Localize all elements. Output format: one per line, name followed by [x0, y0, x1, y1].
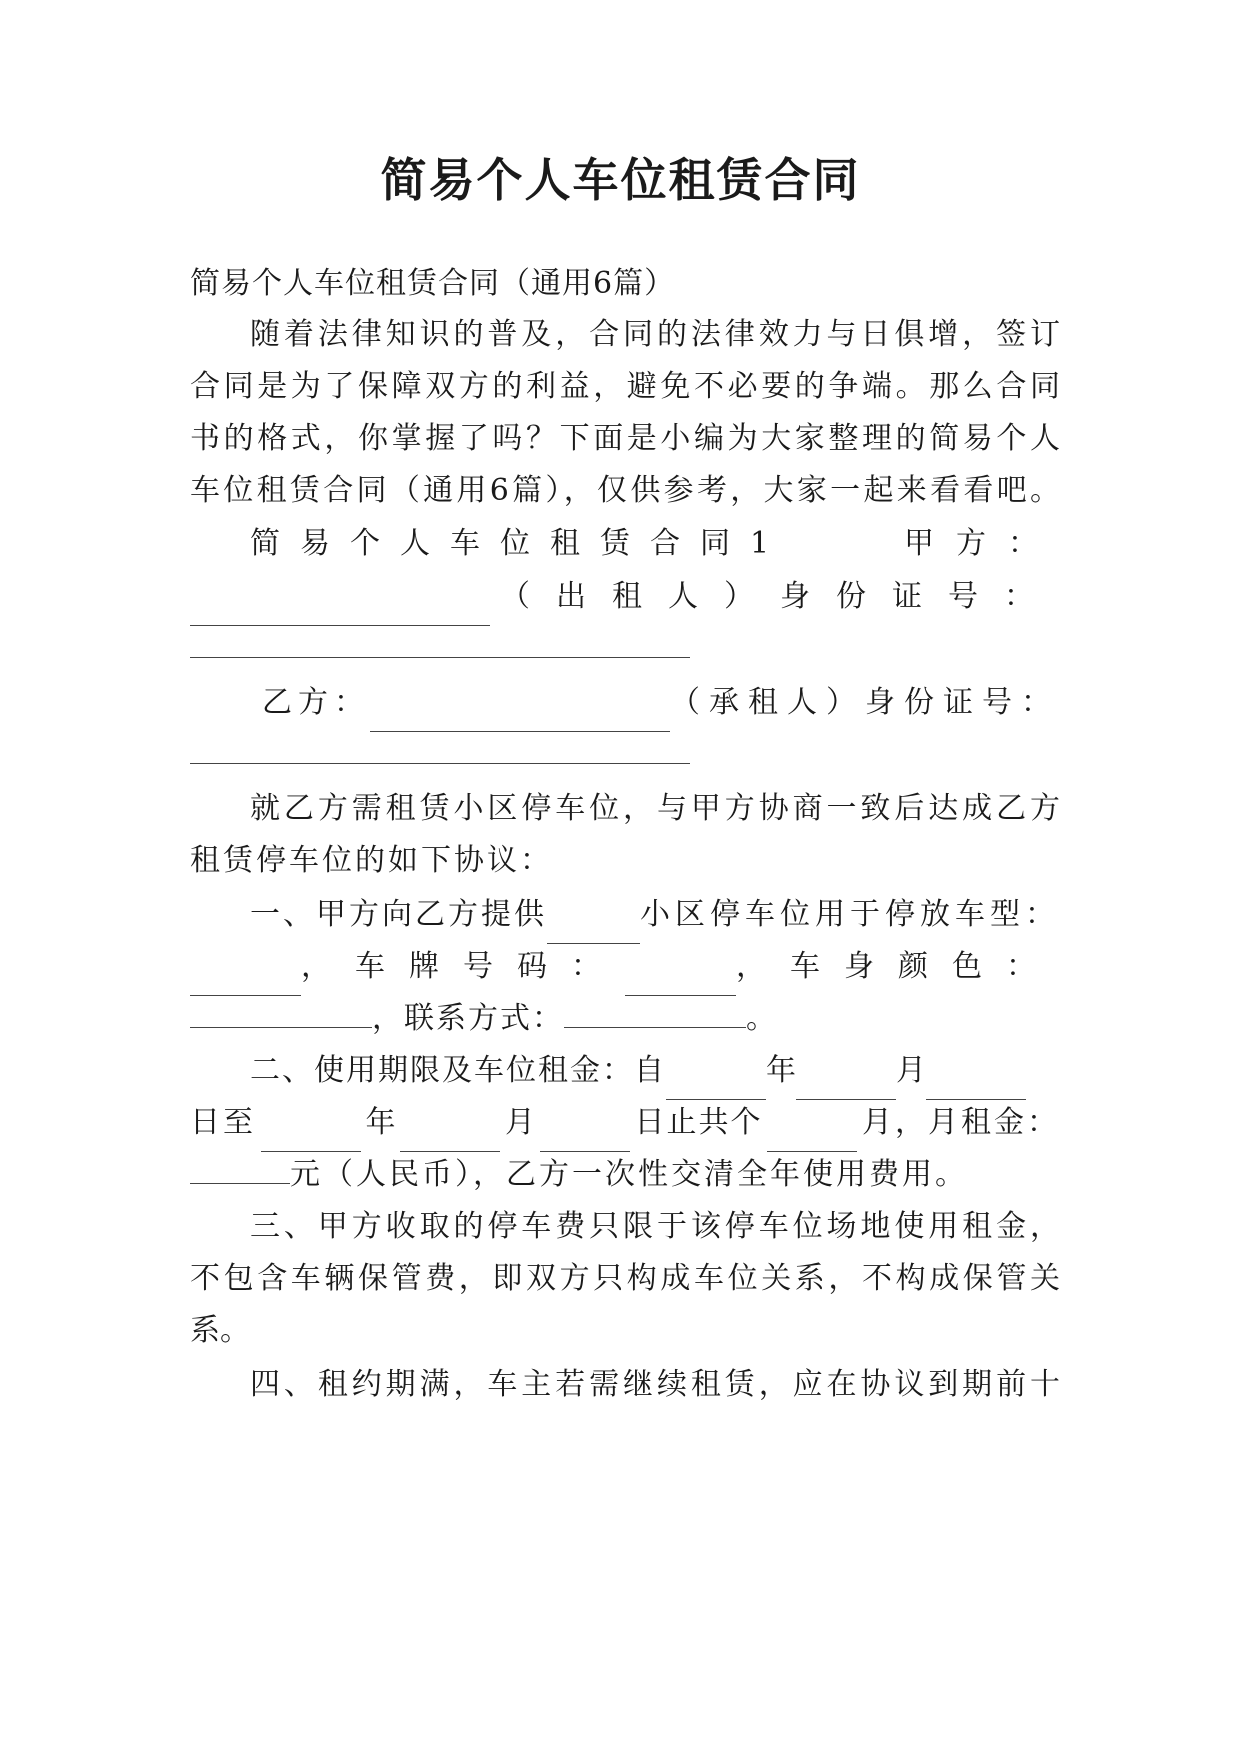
document-subtitle: 简易个人车位租赁合同（通用6篇） — [190, 266, 676, 301]
party-b-row — [262, 674, 1060, 732]
clause-3-line-1: 三、甲方收取的停车费只限于该停车位场地使用租金， — [250, 1209, 1060, 1244]
clause-2-line-1 — [250, 1042, 1060, 1100]
clause-3-line-2: 不包含车辆保管费，即双方只构成车位关系，不构成保管关 — [190, 1261, 1060, 1296]
lessee-id-blank — [190, 733, 690, 764]
car-color-blank — [190, 997, 372, 1028]
intro-line-4: 车位租赁合同（通用6篇），仅供参考，大家一起来看看吧。 — [190, 473, 1060, 508]
clause-1-line-1 — [250, 886, 1060, 944]
clause-4-line-1: 四、租约期满，车主若需继续租赁，应在协议到期前十 — [250, 1367, 1060, 1402]
section-1-heading-row — [250, 515, 1060, 573]
contact-blank — [564, 997, 746, 1028]
clause-1-text-a: 一、甲方向乙方提供 — [250, 897, 547, 932]
clause-2-end: 元（人民币），乙方一次性交清全年使用费用。 — [290, 1157, 968, 1192]
contact-label: ，联系方式： — [372, 1001, 564, 1036]
lessor-id-row — [190, 568, 1060, 626]
intro-line-2: 合同是为了保障双方的利益，避免不必要的争端。那么合同 — [190, 369, 1060, 404]
lessor-id-label: （出租人）身份证号： — [500, 579, 1060, 614]
end-month-label: 月 — [505, 1105, 535, 1140]
rent-amount-blank — [190, 1153, 290, 1184]
agreement-line-1: 就乙方需租赁小区停车位，与甲方协商一致后达成乙方 — [250, 791, 1060, 826]
section-1-heading: 简易个人车位租赁合同1 — [250, 526, 790, 561]
clause-2-text-a: 二、使用期限及车位租金：自 — [250, 1053, 666, 1088]
total-months-label: 日止共个 — [634, 1105, 763, 1140]
plate-number-label: ，车牌号码： — [301, 949, 625, 984]
clause-2-line-2 — [190, 1094, 1060, 1152]
lessee-id-blank-row — [190, 726, 1060, 784]
clause-1-end: 。 — [746, 1001, 776, 1036]
intro-line-3: 书的格式，你掌握了吗？下面是小编为大家整理的简易个人 — [190, 421, 1060, 456]
party-b-label: 乙方： — [262, 685, 370, 720]
start-month-label: 月 — [896, 1053, 926, 1088]
party-a-label: 甲方： — [904, 526, 1060, 561]
document-title: 简易个人车位租赁合同 — [380, 153, 861, 207]
end-year-label: 年 — [365, 1105, 396, 1140]
agreement-line-2: 租赁停车位的如下协议： — [190, 843, 553, 878]
monthly-rent-label: 月，月租金： — [862, 1105, 1060, 1140]
start-year-label: 年 — [766, 1053, 796, 1088]
clause-1-line-3 — [190, 990, 1060, 1048]
clause-1-line-2 — [190, 938, 1060, 996]
clause-3-line-3: 系。 — [190, 1313, 250, 1348]
clause-2-line-3 — [190, 1146, 1060, 1204]
car-color-label: ，车身颜色： — [736, 949, 1060, 984]
day-to-label: 日至 — [190, 1105, 256, 1140]
lessor-id-blank — [190, 627, 690, 658]
lessor-id-blank-row — [190, 620, 1060, 678]
intro-line-1: 随着法律知识的普及，合同的法律效力与日俱增，签订 — [250, 317, 1060, 352]
clause-1-text-b: 小区停车位用于停放车型： — [640, 897, 1060, 932]
lessee-id-label: （承租人）身份证号： — [670, 685, 1060, 720]
